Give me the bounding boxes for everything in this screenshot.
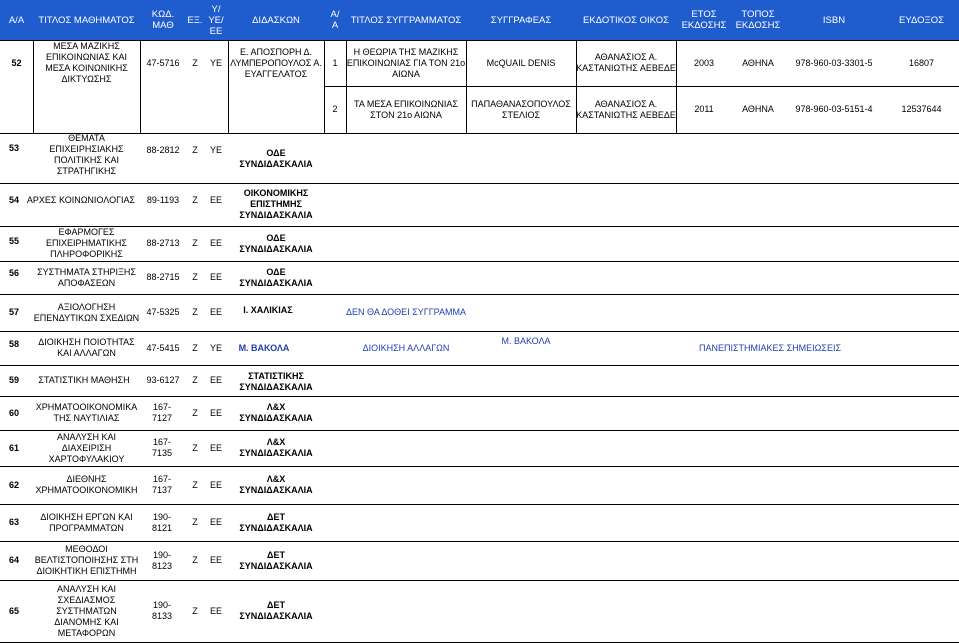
row-64-semester: Ζ — [192, 555, 198, 565]
row-65-aa: 65 — [8, 605, 19, 616]
row-64-code: 190- 8123 — [151, 549, 173, 571]
row-55-code: 88-2713 — [146, 238, 180, 248]
row-56-title: ΣΥΣΤΗΜΑΤΑ ΣΤΗΡΙΞΗΣ ΑΠΟΦΑΣΕΩΝ — [37, 266, 136, 288]
row-58-aa: 58 — [8, 339, 19, 349]
row-54-title: ΑΡΧΕΣ ΚΟΙΝΩΝΙΟΛΟΓΙΑΣ — [26, 194, 136, 205]
row-63-teacher: ΔΕΤ ΣΥΝΔΙΔΑΣΚΑΛΙΑ — [239, 511, 313, 533]
row-divider — [0, 504, 959, 505]
row-52-title: ΜΕΣΑ ΜΑΖΙΚΗΣ ΕΠΙΚΟΙΝΩΝΙΑΣ ΚΑΙ ΜΕΣΑ ΚΟΙΝΩΝΙΚΗΣ ΔΙΚΤΥΩΣΗΣ — [45, 41, 128, 84]
row-59-code: 93-6127 — [146, 375, 180, 385]
row-57-note: ΔΕΝ ΘΑ ΔΟΘΕΙ ΣΥΓΓΡΑΜΜΑ — [346, 307, 467, 317]
header-course-title: ΤΙΤΛΟΣ ΜΑΘΗΜΑΤΟΣ — [38, 14, 135, 26]
row-55-title: ΕΦΑΡΜΟΓΕΣ ΕΠΙΧΕΙΡΗΜΑΤΙΚΗΣ ΠΛΗΡΟΦΟΡΙΚΗΣ — [46, 227, 127, 259]
row-52-book2-year: 2011 — [694, 104, 714, 114]
row-63-title: ΔΙΟΙΚΗΣΗ ΕΡΓΩΝ ΚΑΙ ΠΡΟΓΡΑΜΜΑΤΩΝ — [40, 511, 133, 533]
row-58-teacher: Μ. ΒΑΚΟΛΑ — [238, 342, 290, 353]
row-62-semester: Ζ — [192, 479, 198, 490]
row-59-teacher: ΣΤΑΤΙΣΤΙΚΗΣ ΣΥΝΔΙΔΑΣΚΑΛΙΑ — [239, 371, 313, 392]
header-semester: ΕΞ. — [187, 14, 203, 26]
row-60-code: 167- 7127 — [151, 402, 173, 423]
row-58-author: Μ. ΒΑΚΟΛΑ — [501, 335, 551, 346]
row-59-aa: 59 — [8, 375, 19, 385]
row-55-type: ΕΕ — [209, 238, 222, 248]
row-57-type: ΕΕ — [209, 307, 222, 317]
row-63-code: 190- 8121 — [151, 511, 173, 533]
row-57-aa: 57 — [8, 307, 19, 317]
header-type: Υ/ ΥΕ/ ΕΕ — [208, 3, 224, 37]
header-teacher: ΔΙΔΑΣΚΩΝ — [252, 14, 300, 26]
row-65-type: ΕΕ — [209, 605, 222, 616]
row-52-book1-place: ΑΘΗΝΑ — [742, 57, 774, 68]
row-54-semester: Ζ — [192, 194, 198, 205]
row-55-teacher: ΟΔΕ ΣΥΝΔΙΔΑΣΚΑΛΙΑ — [239, 232, 313, 254]
row-58-title: ΔΙΟΙΚΗΣΗ ΠΟΙΟΤΗΤΑΣ ΚΑΙ ΑΛΛΑΓΩΝ — [38, 337, 135, 358]
row-52-type: ΥΕ — [209, 57, 222, 68]
row-54-code: 89-1193 — [146, 194, 180, 205]
row-54-aa: 54 — [8, 194, 19, 205]
row-60-title: ΧΡΗΜΑΤΟΟΙΚΟΝΟΜΙΚΑ ΤΗΣ ΝΑΥΤΙΛΙΑΣ — [35, 402, 138, 423]
row-52-book2-aa: 2 — [332, 104, 338, 114]
row-58-code: 47-5415 — [146, 342, 180, 353]
row-65-teacher: ΔΕΤ ΣΥΝΔΙΔΑΣΚΑΛΙΑ — [239, 600, 313, 621]
row-62-title: ΔΙΕΘΝΗΣ ΧΡΗΜΑΤΟΟΙΚΟΝΟΜΙΚΗ — [35, 474, 138, 495]
header-book-title: ΤΙΤΛΟΣ ΣΥΓΓΡΑΜΜΑΤΟΣ — [350, 14, 462, 26]
row-65-code: 190- 8133 — [151, 600, 173, 621]
row-52-book2-place: ΑΘΗΝΑ — [742, 104, 774, 114]
header-book-aa: Α/ Α — [330, 9, 340, 31]
header-course-code: ΚΩΔ. ΜΑΘ — [151, 9, 175, 31]
header-isbn: ISBN — [822, 14, 846, 26]
row-52-book2-eudoxus: 12537644 — [901, 104, 942, 114]
row-divider — [0, 430, 959, 431]
row-58-type: ΥΕ — [209, 342, 222, 353]
row-64-type: ΕΕ — [209, 555, 222, 565]
row-56-aa: 56 — [8, 267, 19, 278]
row-53-type: ΥΕ — [209, 144, 222, 155]
row-58-publisher: ΠΑΝΕΠΙΣΤΗΜΙΑΚΕΣ ΣΗΜΕΙΩΣΕΙΣ — [698, 342, 842, 353]
row-53-title: ΘΕΜΑΤΑ ΕΠΙΧΕΙΡΗΣΙΑΚΗΣ ΠΟΛΙΤΙΚΗΣ ΚΑΙ ΣΤΡΑΤΗΓΙΚΗΣ — [49, 132, 124, 176]
row-64-aa: 64 — [8, 555, 19, 565]
header-publisher: ΕΚΔΟΤΙΚΟΣ ΟΙΚΟΣ — [583, 14, 669, 26]
row-divider — [0, 466, 959, 467]
row-52-book1-year: 2003 — [693, 57, 715, 68]
header-eudoxus: ΕΥΔΟΞΟΣ — [899, 14, 944, 26]
row-52-book2-title: ΤΑ ΜΕΣΑ ΕΠΙΚΟΙΝΩΝΙΑΣ ΣΤΟΝ 21ο ΑΙΩΝΑ — [354, 98, 458, 120]
row-65-semester: Ζ — [192, 605, 198, 616]
row-56-type: ΕΕ — [209, 272, 222, 282]
row-divider — [0, 133, 959, 134]
row-divider — [0, 580, 959, 581]
row-62-type: ΕΕ — [209, 479, 222, 490]
row-61-teacher: Λ&Χ ΣΥΝΔΙΔΑΣΚΑΛΙΑ — [239, 437, 313, 458]
row-63-type: ΕΕ — [209, 517, 222, 527]
row-52-book2-publisher: ΑΘΑΝΑΣΙΟΣ Α. ΚΑΣΤΑΝΙΩΤΗΣ ΑΕΒΕΔΕ — [576, 98, 676, 120]
row-59-semester: Ζ — [192, 375, 198, 385]
row-54-teacher: ΟΙΚΟΝΟΜΙΚΗΣ ΕΠΙΣΤΗΜΗΣ ΣΥΝΔΙΔΑΣΚΑΛΙΑ — [239, 188, 313, 220]
row-55-semester: Ζ — [192, 238, 198, 248]
row-divider — [0, 396, 959, 397]
row-53-teacher: ΟΔΕ ΣΥΝΔΙΔΑΣΚΑΛΙΑ — [239, 148, 313, 169]
row-56-teacher: ΟΔΕ ΣΥΝΔΙΔΑΣΚΑΛΙΑ — [239, 266, 313, 288]
row-57-title: ΑΞΙΟΛΟΓΗΣΗ ΕΠΕΝΔΥΤΙΚΩΝ ΣΧΕΔΙΩΝ — [33, 301, 140, 323]
row-57-code: 47-5325 — [146, 307, 180, 317]
row-52-book2-isbn: 978-960-03-5151-4 — [795, 104, 873, 114]
row-58-book-title: ΔΙΟΙΚΗΣΗ ΑΛΛΑΓΩΝ — [362, 342, 450, 353]
row-52-semester: Ζ — [192, 57, 198, 68]
row-56-semester: Ζ — [192, 272, 198, 282]
row-54-type: ΕΕ — [209, 194, 222, 205]
row-52-book1-aa: 1 — [332, 57, 338, 68]
row-52-book2-author: ΠΑΠΑΘΑΝΑΣΟΠΟΥΛΟΣ ΣΤΕΛΙΟΣ — [471, 98, 571, 120]
row-58-semester: Ζ — [192, 342, 198, 353]
row-60-type: ΕΕ — [209, 407, 222, 418]
row-61-type: ΕΕ — [209, 442, 222, 453]
row-59-type: ΕΕ — [209, 375, 222, 385]
row-60-semester: Ζ — [192, 407, 198, 418]
row-60-aa: 60 — [8, 407, 19, 418]
row-57-teacher: Ι. ΧΑΛΙΚΙΑΣ — [243, 304, 293, 315]
header-author: ΣΥΓΓΡΑΦΕΑΣ — [490, 14, 552, 26]
row-52-book1-author: McQUAIL DENIS — [486, 57, 556, 68]
row-63-semester: Ζ — [192, 517, 198, 527]
row-52-aa: 52 — [11, 57, 22, 68]
row-62-aa: 62 — [8, 479, 19, 490]
row-61-semester: Ζ — [192, 442, 198, 453]
row-52-teacher: Ε. ΑΠΟΣΠΟΡΗ Δ. ΛΥΜΠΕΡΟΠΟΥΛΟΣ Α. ΕΥΑΓΓΕΛΑΤΟΣ — [230, 46, 322, 79]
row-61-code: 167- 7135 — [151, 437, 173, 458]
row-52-book1-title: Η ΘΕΩΡΙΑ ΤΗΣ ΜΑΖΙΚΗΣ ΕΠΙΚΟΙΝΩΝΙΑΣ ΓΙΑ ΤΟΝ 21ο ΑΙΩΝΑ — [346, 46, 466, 79]
row-64-teacher: ΔΕΤ ΣΥΝΔΙΔΑΣΚΑΛΙΑ — [239, 549, 313, 571]
row-53-semester: Ζ — [192, 144, 198, 155]
row-63-aa: 63 — [8, 517, 19, 527]
row-56-code: 88-2715 — [146, 272, 180, 282]
row-61-aa: 61 — [8, 442, 19, 453]
row-62-teacher: Λ&Χ ΣΥΝΔΙΔΑΣΚΑΛΙΑ — [239, 474, 313, 495]
table-header — [0, 0, 959, 40]
row-62-code: 167- 7137 — [151, 474, 173, 495]
row-53-aa: 53 — [8, 142, 19, 153]
row-52-book1-isbn: 978-960-03-3301-5 — [795, 57, 873, 68]
row-61-title: ΑΝΑΛΥΣΗ ΚΑΙ ΔΙΑΧΕΙΡΙΣΗ ΧΑΡΤΟΦΥΛΑΚΙΟΥ — [48, 431, 125, 464]
row-64-title: ΜΕΘΟΔΟΙ ΒΕΛΤΙΣΤΟΠΟΙΗΣΗΣ ΣΤΗ ΔΙΟΙΚΗΤΙΚΗ ΕΠΙΣΤΗΜΗ — [34, 544, 139, 576]
row-57-semester: Ζ — [192, 307, 198, 317]
row-59-title: ΣΤΑΤΙΣΤΙΚΗ ΜΑΘΗΣΗ — [38, 375, 130, 385]
row-60-teacher: Λ&Χ ΣΥΝΔΙΔΑΣΚΑΛΙΑ — [239, 402, 313, 423]
row-53-code: 88-2812 — [146, 144, 180, 155]
row-55-aa: 55 — [8, 235, 19, 246]
row-65-title: ΑΝΑΛΥΣΗ ΚΑΙ ΣΧΕΔΙΑΣΜΟΣ ΣΥΣΤΗΜΑΤΩΝ ΔΙΑΝΟΜΗΣ ΚΑΙ ΜΕΤΑΦΟΡΩΝ — [54, 583, 119, 638]
row-52-code: 47-5716 — [146, 57, 180, 68]
row-divider — [0, 541, 959, 542]
header-place: ΤΟΠΟΣ ΕΚΔΟΣΗΣ — [735, 9, 781, 31]
row-52-book1-publisher: ΑΘΑΝΑΣΙΟΣ Α. ΚΑΣΤΑΝΙΩΤΗΣ ΑΕΒΕΔΕ — [576, 52, 676, 73]
row-52-book1-eudoxus: 16807 — [908, 57, 935, 68]
header-year: ΕΤΟΣ ΕΚΔΟΣΗΣ — [681, 9, 727, 31]
header-aa: Α/Α — [8, 14, 25, 26]
